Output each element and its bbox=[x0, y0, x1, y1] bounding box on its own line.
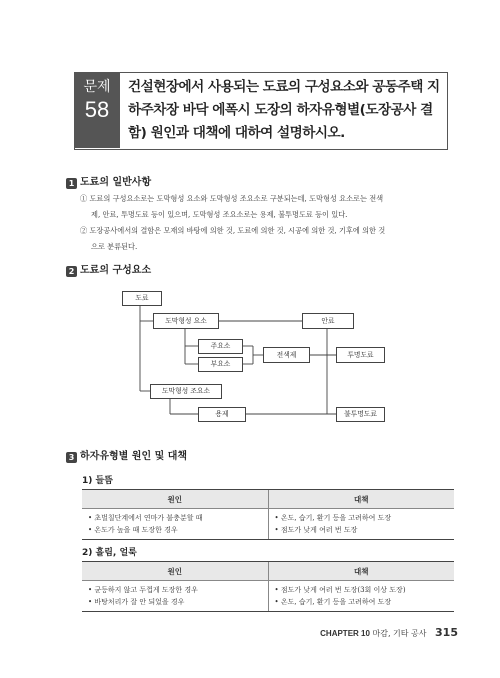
defect-table-lifting bbox=[82, 489, 454, 540]
page-number: 315 bbox=[435, 626, 458, 639]
problem-title-line: 함) 원인과 대책에 대하여 설명하시오. bbox=[128, 125, 345, 141]
cause-line: • 균등하지 않고 두껍게 도장한 경우 bbox=[88, 586, 198, 594]
cause-line: • 초벌칠단계에서 연마가 불충분할 때 bbox=[88, 514, 203, 522]
section-title: 도료의 구성요소 bbox=[80, 265, 152, 276]
remedy-line: • 온도, 습기, 환기 등을 고려하여 도장 bbox=[274, 598, 392, 606]
remedy-line: • 온도, 습기, 환기 등을 고려하여 도장 bbox=[274, 514, 392, 522]
problem-number: 58 bbox=[84, 97, 110, 122]
node-aux-element: 도막형성 조요소 bbox=[150, 384, 222, 399]
footer-title: 마감, 기타 공사 bbox=[372, 629, 427, 638]
problem-title-line: 건설현장에서 사용되는 도료의 구성요소와 공동주택 지 bbox=[128, 79, 440, 95]
subsection-title: 2) 흘림, 얼룩 bbox=[82, 548, 137, 558]
section-title: 하자유형별 원인 및 대책 bbox=[80, 451, 188, 462]
node-film-element: 도막형성 요소 bbox=[153, 313, 219, 329]
cause-line: • 온도가 높을 때 도장한 경우 bbox=[88, 526, 178, 534]
table-cell-cause bbox=[82, 581, 268, 612]
table-header-cause: 원인 bbox=[82, 562, 268, 581]
paragraph-line: ② 도장공사에서의 결함은 모재의 바탕에 의한 것, 도료에 의한 것, 시공에 의한 것, 기후에 의한 것 bbox=[80, 226, 386, 235]
node-opaque-paint: 불투명도료 bbox=[336, 407, 385, 422]
section-badge: 3 bbox=[66, 452, 77, 463]
defect-table-sagging bbox=[82, 561, 454, 612]
paragraph-line: 제, 안료, 투명도료 등이 있으며, 도막형성 조요소로는 용제, 불투명도료 등이 있다. bbox=[91, 210, 348, 219]
node-vehicle: 전색제 bbox=[263, 347, 310, 363]
node-paint: 도료 bbox=[122, 291, 162, 306]
section-title: 도료의 일반사항 bbox=[80, 177, 152, 188]
cause-line: • 바탕처리가 잘 안 되었을 경우 bbox=[88, 598, 185, 606]
node-sub-element: 부요소 bbox=[198, 357, 243, 372]
table-header-cause: 원인 bbox=[82, 490, 268, 509]
paragraph-line: 으로 분류된다. bbox=[91, 242, 138, 251]
section-heading-defects bbox=[66, 450, 187, 464]
node-clear-paint: 투명도료 bbox=[336, 347, 385, 363]
page-footer bbox=[320, 626, 458, 639]
table-header-remedy: 대책 bbox=[268, 562, 454, 581]
node-solvent: 용제 bbox=[198, 407, 246, 422]
section-badge: 1 bbox=[66, 178, 77, 189]
paragraph-line: ① 도료의 구성요소로는 도막형성 요소와 도막형성 조요소로 구분되는데, 도막형성 요소로는 전색 bbox=[80, 194, 384, 203]
section-badge: 2 bbox=[66, 266, 77, 277]
node-main-element: 주요소 bbox=[198, 339, 243, 354]
problem-title-line: 하주차장 바닥 에폭시 도장의 하자유형별(도장공사 결 bbox=[128, 102, 433, 118]
footer-chapter: CHAPTER 10 bbox=[320, 629, 370, 638]
node-pigment: 안료 bbox=[302, 313, 354, 329]
table-cell-cause bbox=[82, 509, 268, 540]
table-cell-remedy bbox=[268, 581, 454, 612]
subsection-title: 1) 들뜸 bbox=[82, 476, 113, 486]
remedy-line: • 점도가 낮게 여러 번 도장 bbox=[274, 526, 358, 534]
table-cell-remedy bbox=[268, 509, 454, 540]
table-header-remedy: 대책 bbox=[268, 490, 454, 509]
remedy-line: • 점도가 낮게 여러 번 도장(3회 이상 도장) bbox=[274, 586, 406, 594]
problem-label: 문제 bbox=[83, 79, 111, 95]
